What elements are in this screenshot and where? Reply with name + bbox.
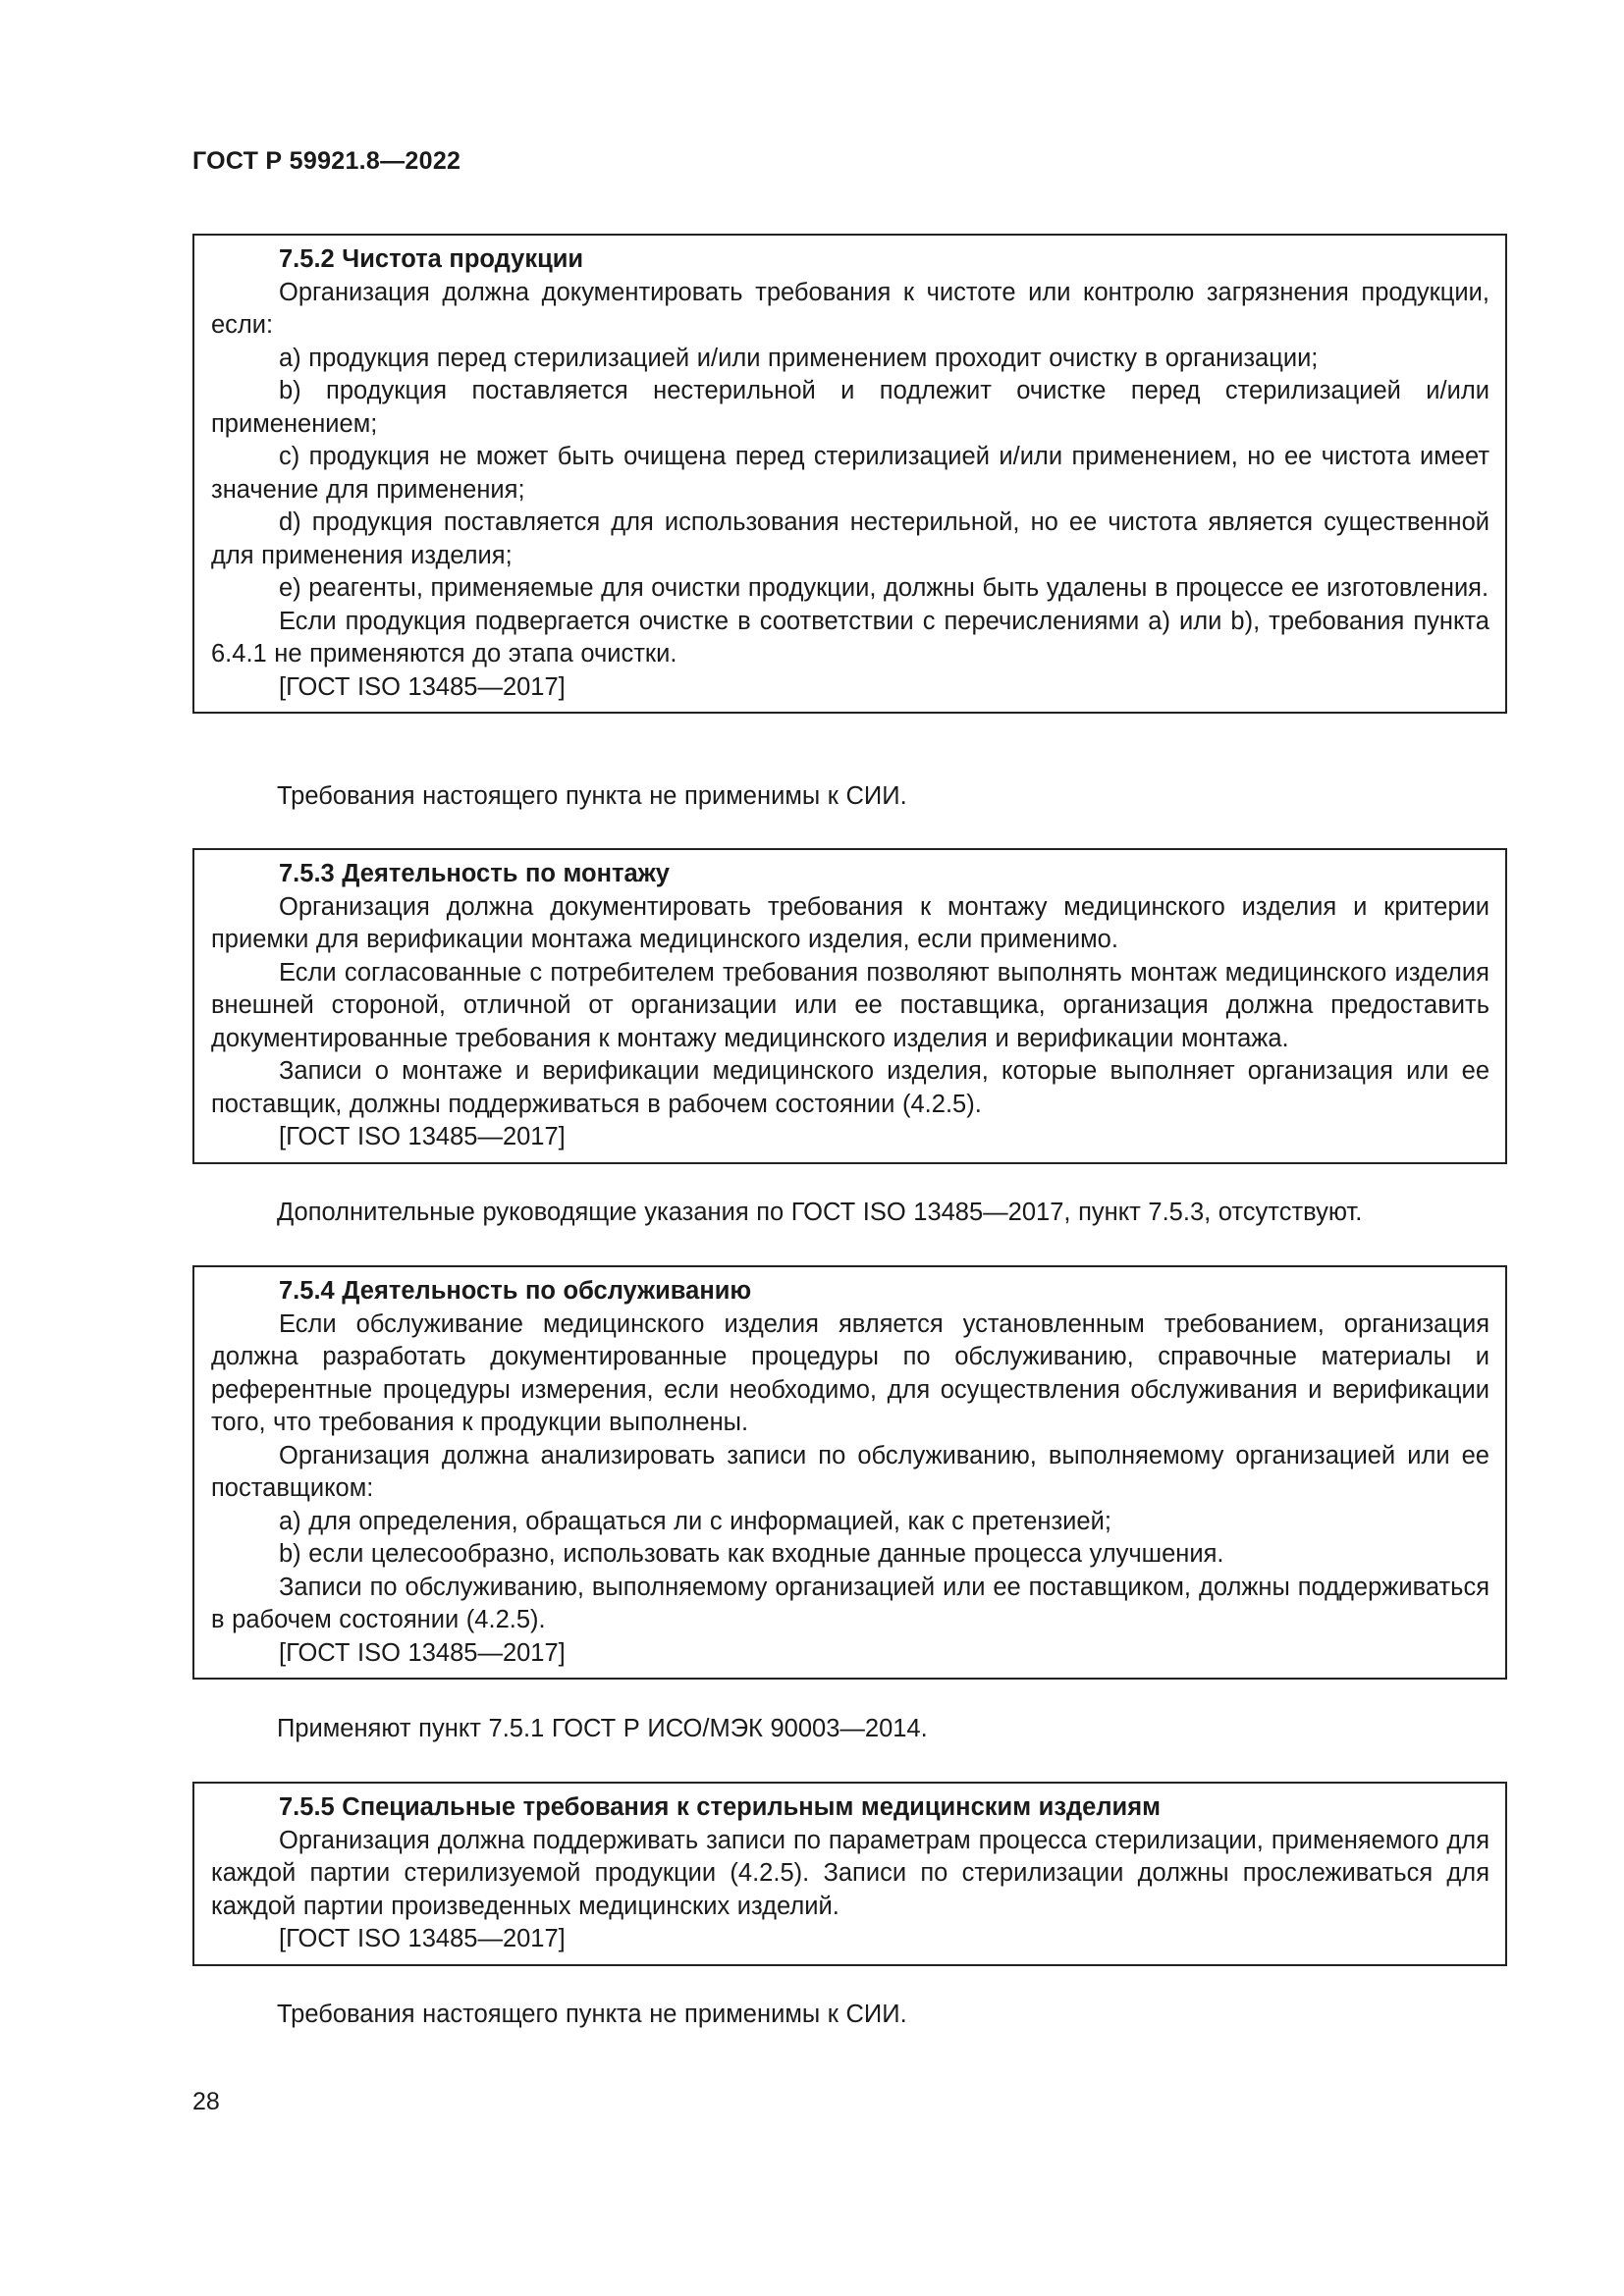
- section-note: Требования настоящего пункта не применимы к СИИ.: [277, 782, 907, 810]
- section-title: 7.5.4 Деятельность по обслуживанию: [279, 1277, 752, 1305]
- section-note: Требования настоящего пункта не применимы к СИИ.: [277, 2001, 907, 2028]
- section-7-5-3-box: [192, 848, 1507, 1164]
- list-item-a: a) продукция перед стерилизацией и/или применением проходит очистку в организации;: [279, 344, 1319, 372]
- list-item-e: e) реагенты, применяемые для очистки продукции, должны быть удалены в процессе ее изготовления.: [279, 574, 1489, 602]
- paragraph: Организация должна поддерживать записи по параметрам процесса стерилизации, применяемого для каждой партии стерилизуемой продукции (4.2.5). Записи по стерилизации должны прослеживаться для каждой партии произведенных медицинских изделий.: [211, 1826, 1489, 1920]
- list-item-a: a) для определения, обращаться ли с информацией, как с претензией;: [279, 1507, 1111, 1535]
- paragraph: Организация должна документировать требования к монтажу медицинского изделия и критерии приемки для верификации монтажа медицинского изделия, если применимо.: [211, 892, 1489, 953]
- paragraph: Записи по обслуживанию, выполняемому организацией или ее поставщиком, должны поддерживаться в рабочем состоянии (4.2.5).: [211, 1573, 1489, 1633]
- source-reference: [ГОСТ ISO 13485—2017]: [279, 1638, 566, 1667]
- paragraph: Если продукция подвергается очистке в соответствии с перечислениями a) или b), требования пункта 6.4.1 не применяются до этапа очистки.: [211, 607, 1489, 667]
- source-reference: [ГОСТ ISO 13485—2017]: [279, 1925, 566, 1952]
- section-7-5-2-box: [192, 234, 1507, 714]
- section-title: 7.5.5 Специальные требования к стерильным медицинским изделиям: [279, 1793, 1161, 1821]
- section-note: Дополнительные руководящие указания по ГОСТ ISO 13485—2017, пункт 7.5.3, отсутствуют.: [277, 1199, 1363, 1226]
- paragraph: Организация должна документировать требования к чистоте или контролю загрязнения продукции, если:: [211, 278, 1489, 339]
- section-7-5-4-box: [192, 1265, 1507, 1680]
- list-item-d: d) продукция поставляется для использования нестерильной, но ее чистота является существенной для применения изделия;: [211, 508, 1489, 569]
- section-title: 7.5.3 Деятельность по монтажу: [279, 860, 670, 887]
- document-header: ГОСТ Р 59921.8—2022: [192, 147, 461, 175]
- section-note: Применяют пункт 7.5.1 ГОСТ Р ИСО/МЭК 90003—2014.: [277, 1715, 928, 1742]
- section-title: 7.5.2 Чистота продукции: [279, 245, 584, 273]
- source-reference: [ГОСТ ISO 13485—2017]: [279, 672, 566, 701]
- paragraph: Если обслуживание медицинского изделия является установленным требованием, организация должна разработать документированные процедуры по обслуживанию, справочные материалы и референтные процедуры измерения, если необходимо, для осуществления обслуживания и верификации того, что требования к продукции выполнены.: [211, 1309, 1489, 1436]
- paragraph: Записи о монтаже и верификации медицинского изделия, которые выполняет организация или ее поставщик, должны поддерживаться в рабочем состоянии (4.2.5).: [211, 1057, 1489, 1118]
- list-item-b: b) если целесообразно, использовать как входные данные процесса улучшения.: [279, 1540, 1224, 1568]
- source-reference: [ГОСТ ISO 13485—2017]: [279, 1123, 566, 1150]
- list-item-b: b) продукция поставляется нестерильной и подлежит очистке перед стерилизацией и/или применением;: [211, 377, 1489, 438]
- page-number: 28: [192, 2088, 220, 2115]
- list-item-c: c) продукция не может быть очищена перед стерилизацией и/или применением, но ее чистота имеет значение для применения;: [211, 443, 1489, 504]
- paragraph: Организация должна анализировать записи по обслуживанию, выполняемому организацией или ее поставщиком:: [211, 1441, 1489, 1502]
- section-7-5-5-box: [192, 1782, 1507, 1966]
- paragraph: Если согласованные с потребителем требования позволяют выполнять монтаж медицинского изделия внешней стороной, отличной от организации или ее поставщика, организация должна предоставить документированные требования к монтажу медицинского изделия и верификации монтажа.: [211, 958, 1489, 1052]
